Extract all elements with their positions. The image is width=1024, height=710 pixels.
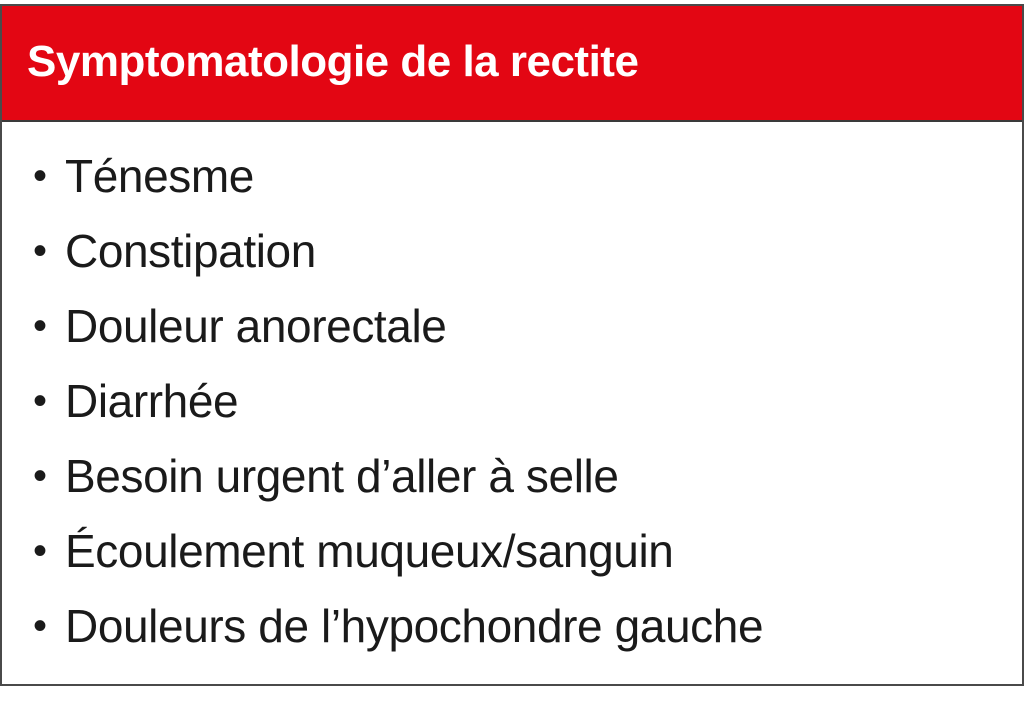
symptom-label: Ténesme <box>65 150 254 202</box>
bullet-icon: • <box>33 229 48 273</box>
box-header <box>2 6 1022 122</box>
bullet-icon: • <box>33 154 48 198</box>
bullet-icon: • <box>33 604 48 648</box>
symptom-label: Douleurs de l’hypochondre gauche <box>65 600 764 652</box>
bullet-icon: • <box>33 529 48 573</box>
symptom-label: Diarrhée <box>65 375 239 427</box>
bullet-icon: • <box>33 304 48 348</box>
symptom-label: Constipation <box>65 225 316 277</box>
bullet-icon: • <box>33 454 48 498</box>
symptom-label: Douleur anorectale <box>65 300 447 352</box>
symptom-box <box>0 4 1024 686</box>
symptom-label: Écoulement muqueux/sanguin <box>65 525 674 577</box>
bullet-icon: • <box>33 379 48 423</box>
box-title: Symptomatologie de la rectite <box>27 37 639 86</box>
symptom-label: Besoin urgent d’aller à selle <box>65 450 619 502</box>
